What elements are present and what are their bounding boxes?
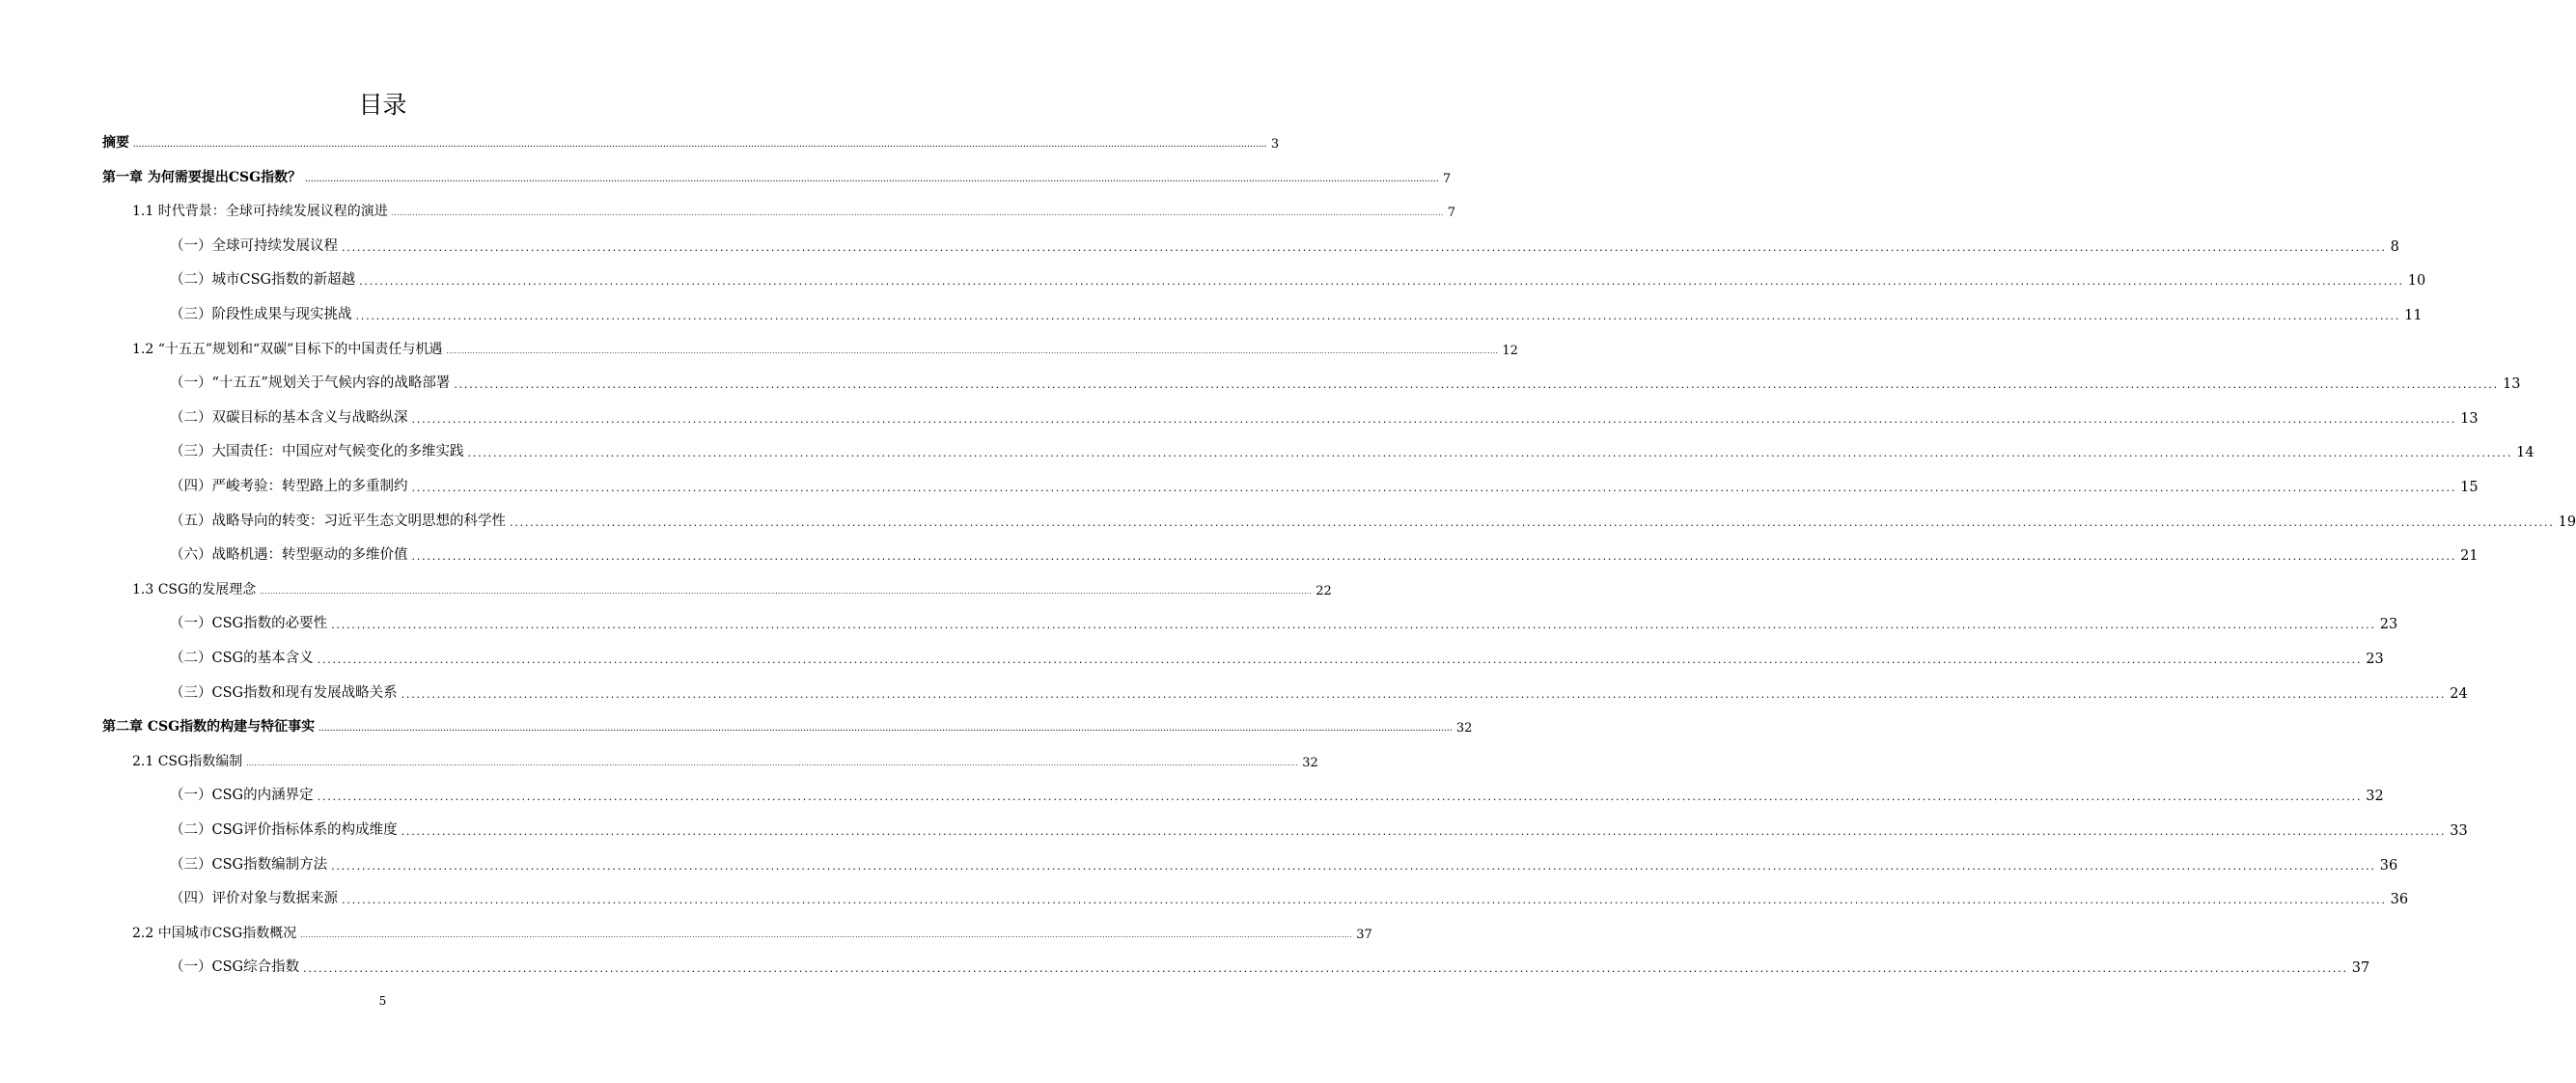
toc-entry-page: 10 [2407, 273, 2426, 289]
toc-entry[interactable] [170, 371, 2521, 392]
toc-entry[interactable] [170, 955, 2370, 976]
toc-entry-page: 32 [1302, 756, 1318, 770]
toc-leader-dots: ................................................................................................................................................................................................................................................................................................................................................................................................................ [510, 516, 2555, 529]
toc-leader-dots: ................................................................................................................................................................................................................................................................................................................................................................................................................ [331, 619, 2376, 631]
toc-entry-page: 37 [2351, 960, 2370, 976]
toc-entry-page: 12 [1502, 344, 1518, 358]
toc-leader-dots: ................................................................................................................................................................................................................................................................................................................................................................................................................ [467, 447, 2513, 459]
toc-entry[interactable] [170, 234, 2399, 255]
toc-entry-label: （二）双碳目标的基本含义与战略纵深 [170, 410, 408, 426]
toc-entry-page: 36 [2379, 858, 2398, 874]
toc-entry-page: 23 [2379, 617, 2398, 632]
toc-entry[interactable] [132, 199, 1456, 220]
toc-entry[interactable] [132, 921, 1372, 942]
toc-leader-dots: ................................................................................................................................................................................................................................................................................................................................................................................................................ [305, 175, 1439, 183]
toc-leader-dots: ................................................................................................................................................................................................................................................................................................................................................................................................................ [317, 653, 2363, 666]
toc-leader-dots: ................................................................................................................................................................................................................................................................................................................................................................................................................ [355, 310, 2401, 322]
toc-entry-label: （四）严峻考验：转型路上的多重制约 [170, 479, 408, 494]
toc-entry-label: 2.2 中国城市CSG指数概况 [132, 926, 297, 941]
toc-entry-page: 15 [2460, 480, 2479, 495]
toc-entry-label: （一）CSG指数的必要性 [170, 616, 328, 631]
toc-entry-page: 21 [2460, 548, 2479, 564]
toc-entry-page: 14 [2516, 445, 2534, 460]
toc-entry-page: 11 [2404, 308, 2423, 323]
toc-leader-dots: ................................................................................................................................................................................................................................................................................................................................................................................................................ [331, 860, 2376, 873]
toc-entry[interactable] [170, 611, 2398, 632]
toc-leader-dots: ................................................................................................................................................................................................................................................................................................................................................................................................................ [342, 241, 2387, 254]
toc-entry[interactable] [102, 130, 1280, 152]
toc-leader-dots: ................................................................................................................................................................................................................................................................................................................................................................................................................ [260, 588, 1313, 596]
toc-entry-label: 2.1 CSG指数编制 [132, 754, 243, 769]
toc-leader-dots: ................................................................................................................................................................................................................................................................................................................................................................................................................ [342, 894, 2387, 906]
toc-entry[interactable] [170, 302, 2423, 323]
toc-entry[interactable] [132, 337, 1518, 358]
toc-entry-label: （四）评价对象与数据来源 [170, 891, 338, 906]
toc-entry-page: 32 [1455, 721, 1473, 736]
toc-entry-page: 13 [2460, 411, 2479, 427]
toc-entry-page: 8 [2390, 239, 2399, 255]
toc-leader-dots: ................................................................................................................................................................................................................................................................................................................................................................................................................ [303, 962, 2348, 975]
toc-title: 目录 [358, 91, 407, 119]
toc-entry-label: （三）大国责任：中国应对气候变化的多维实践 [170, 444, 464, 459]
toc-entry-page: 23 [2366, 652, 2384, 667]
toc-entry-label: （一）“十五五”规划关于气候内容的战略部署 [170, 375, 451, 391]
toc-leader-dots: ................................................................................................................................................................................................................................................................................................................................................................................................................ [317, 791, 2363, 803]
toc-leader-dots: ................................................................................................................................................................................................................................................................................................................................................................................................................ [401, 688, 2447, 701]
toc-entry-label: 第二章 CSG指数的构建与特征事实 [102, 719, 316, 735]
toc-leader-dots: ................................................................................................................................................................................................................................................................................................................................................................................................................ [319, 724, 1453, 733]
toc-entry[interactable] [170, 818, 2468, 839]
toc-entry[interactable] [170, 267, 2426, 289]
toc-entry-page: 24 [2450, 686, 2468, 702]
toc-entry-page: 19 [2558, 514, 2576, 530]
toc-entry-page: 3 [1270, 137, 1280, 152]
toc-entry-page: 7 [1447, 206, 1456, 220]
toc-entry-label: （一）CSG的内涵界定 [170, 788, 314, 803]
toc-entry[interactable] [170, 852, 2398, 874]
toc-entry-page: 32 [2366, 789, 2384, 804]
toc-leader-dots: ................................................................................................................................................................................................................................................................................................................................................................................................................ [300, 931, 1353, 939]
toc-entry-label: 1.3 CSG的发展理念 [132, 582, 257, 597]
toc-leader-dots: ................................................................................................................................................................................................................................................................................................................................................................................................................ [133, 140, 1267, 149]
toc-entry[interactable] [102, 165, 1452, 186]
toc-entry[interactable] [170, 542, 2479, 564]
toc-entry-label: （一）CSG综合指数 [170, 959, 300, 975]
toc-entry-page: 33 [2450, 823, 2468, 839]
toc-entry[interactable] [132, 577, 1332, 598]
toc-entry-label: （三）阶段性成果与现实挑战 [170, 307, 352, 322]
toc-leader-dots: ................................................................................................................................................................................................................................................................................................................................................................................................................ [359, 275, 2404, 288]
toc-entry[interactable] [170, 474, 2479, 495]
toc-entry-label: （三）CSG指数编制方法 [170, 857, 328, 873]
toc-leader-dots: ................................................................................................................................................................................................................................................................................................................................................................................................................ [454, 378, 2499, 391]
toc-leader-dots: ................................................................................................................................................................................................................................................................................................................................................................................................................ [411, 482, 2457, 494]
toc-entry[interactable] [170, 680, 2468, 702]
toc-entry-label: 1.2 “十五五”规划和“双碳”目标下的中国责任与机遇 [132, 342, 443, 357]
toc-entry-label: （五）战略导向的转变：习近平生态文明思想的科学性 [170, 514, 506, 529]
toc-entry-page: 37 [1356, 928, 1372, 942]
toc-entry[interactable] [170, 886, 2409, 907]
toc-entry-label: 第一章 为何需要提出CSG指数？ [102, 170, 302, 185]
toc-entry[interactable] [170, 405, 2479, 427]
toc-entry-label: （二）CSG评价指标体系的构成维度 [170, 822, 398, 838]
toc-leader-dots: ................................................................................................................................................................................................................................................................................................................................................................................................................ [401, 825, 2447, 838]
toc-entry-page: 22 [1316, 584, 1332, 598]
toc-entry-label: （一）全球可持续发展议程 [170, 238, 338, 254]
toc-entry-label: （三）CSG指数和现有发展战略关系 [170, 685, 398, 701]
toc-entry-page: 7 [1442, 172, 1452, 186]
toc-leader-dots: ................................................................................................................................................................................................................................................................................................................................................................................................................ [446, 347, 1499, 355]
toc-entry[interactable] [170, 783, 2384, 804]
toc-entry-label: （二）城市CSG指数的新超越 [170, 272, 356, 288]
toc-entry-label: 摘要 [102, 135, 129, 151]
page-number: 5 [378, 994, 387, 1008]
toc-entry-label: 1.1 时代背景：全球可持续发展议程的演进 [132, 204, 388, 219]
toc-entry[interactable] [170, 439, 2534, 460]
toc-entry[interactable] [132, 749, 1318, 770]
toc-leader-dots: ................................................................................................................................................................................................................................................................................................................................................................................................................ [246, 760, 1299, 767]
toc-leader-dots: ................................................................................................................................................................................................................................................................................................................................................................................................................ [411, 550, 2457, 563]
toc-leader-dots: ................................................................................................................................................................................................................................................................................................................................................................................................................ [411, 413, 2457, 426]
toc-entry[interactable] [170, 646, 2384, 667]
toc-entry-page: 13 [2502, 376, 2521, 392]
toc-leader-dots: ................................................................................................................................................................................................................................................................................................................................................................................................................ [391, 209, 1444, 217]
toc-entry-label: （六）战略机遇：转型驱动的多维价值 [170, 547, 408, 563]
toc-entry[interactable] [170, 509, 2576, 530]
toc-entry-page: 36 [2390, 892, 2409, 907]
toc-entry-label: （二）CSG的基本含义 [170, 651, 314, 666]
toc-entry[interactable] [102, 714, 1473, 736]
